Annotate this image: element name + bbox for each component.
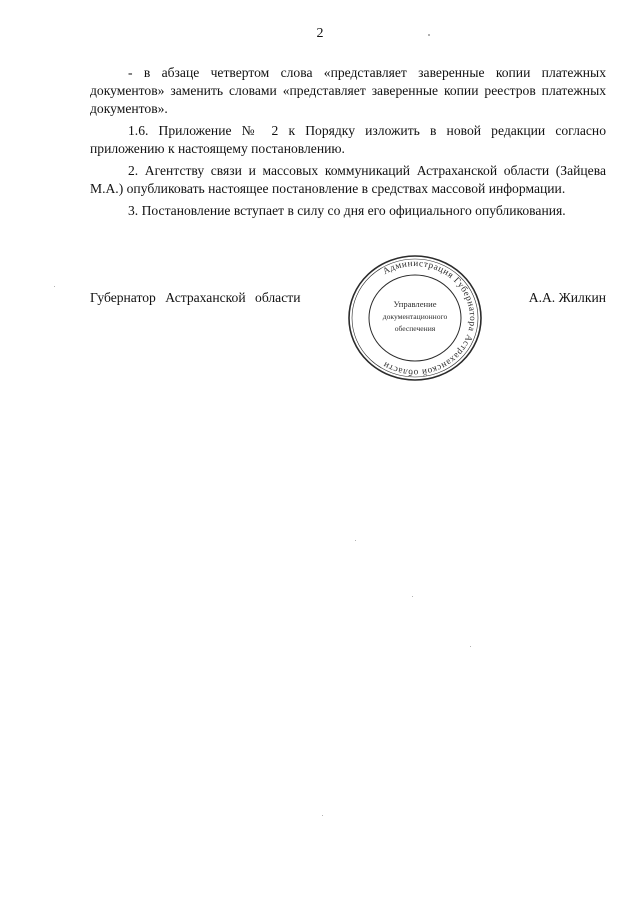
signer-name: А.А. Жилкин bbox=[528, 290, 606, 305]
scan-speck bbox=[54, 286, 55, 287]
paragraph-amendment-abzac: - в абзаце четвертом слова «представляет заверенные копии платежных документов» заменить словами «представляет заверенные копии реестров платежных документов». bbox=[90, 65, 606, 116]
scan-speck bbox=[322, 815, 323, 816]
paragraph-appendix-2: 1.6. Приложение № 2 к Порядку изложить в новой редакции согласно приложению к настоящему постановлению. bbox=[90, 123, 606, 156]
paragraph-entry-into-force: 3. Постановление вступает в силу со дня его официального опубликования. bbox=[128, 203, 566, 218]
official-seal bbox=[345, 253, 485, 383]
scan-speck bbox=[412, 596, 413, 597]
document-body bbox=[90, 64, 606, 224]
seal-outer-text: Администрация Губернатора Астраханской области bbox=[380, 257, 479, 379]
scan-speck bbox=[428, 34, 430, 36]
scan-speck bbox=[470, 646, 471, 647]
scan-speck bbox=[355, 540, 356, 541]
seal-inner-line-2: документационного bbox=[382, 312, 448, 321]
paragraph-publication-order: 2. Агентству связи и массовых коммуникаций Астраханской области (Зайцева М.А.) опубликовать настоящее постановление в средствах массовой информации. bbox=[90, 163, 606, 196]
signer-title: Губернатор Астраханской области bbox=[90, 290, 301, 305]
seal-inner-line-1: Управление bbox=[393, 299, 437, 309]
page-number: 2 bbox=[316, 26, 324, 41]
seal-inner-line-3: обеспечения bbox=[394, 324, 436, 333]
